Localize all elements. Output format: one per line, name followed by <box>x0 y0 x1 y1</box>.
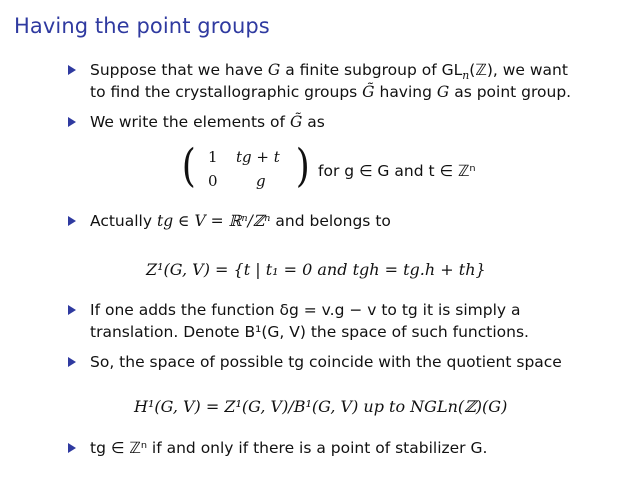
bullet-5-text: So, the space of possible tg coincide with the quotient space <box>90 353 562 371</box>
math-run: tg ∈ V = ℝⁿ/ℤⁿ <box>156 212 271 230</box>
bullet-6-text: tg ∈ ℤⁿ if and only if there is a point of stabilizer G. <box>90 439 488 457</box>
matrix-condition: for g ∈ G and t ∈ ℤⁿ <box>318 162 476 180</box>
slide-title: Having the point groups <box>14 14 270 38</box>
text-run: Actually <box>90 212 157 230</box>
matrix-cell-22: g <box>256 172 266 190</box>
bullet-3-text <box>90 211 391 232</box>
right-paren: ) <box>295 139 310 192</box>
math-run: G̃ <box>362 83 375 101</box>
bullet-triangle-icon <box>68 357 76 367</box>
text-run: a finite subgroup of GL <box>280 61 463 79</box>
matrix-cell-11: 1 <box>208 148 218 166</box>
bullet-triangle-icon <box>68 216 76 226</box>
matrix-cell-21: 0 <box>208 172 218 190</box>
text-run: as <box>302 113 325 131</box>
bullet-triangle-icon <box>68 305 76 315</box>
h1-definition: H¹(G, V) = Z¹(G, V)/B¹(G, V) up to NGLn(ℤ)(G) <box>134 397 508 416</box>
bullet-triangle-icon <box>68 65 76 75</box>
math-run: n <box>462 69 470 83</box>
text-run: as point group. <box>449 83 572 101</box>
text-run: (ℤ), we want <box>469 61 568 79</box>
bullet-4-line-2: translation. Denote B¹(G, V) the space of such functions. <box>90 323 529 341</box>
math-run: G̃ <box>289 113 303 131</box>
text-run: Suppose that we have <box>90 61 268 79</box>
text-run: and belongs to <box>270 212 391 230</box>
matrix-cell-12: tg + t <box>236 148 280 166</box>
math-run: G <box>436 83 450 101</box>
bullet-1-line-2 <box>90 82 571 103</box>
math-run: G <box>267 61 281 79</box>
bullet-triangle-icon <box>68 443 76 453</box>
z1-definition: Z¹(G, V) = {t | t₁ = 0 and tgh = tg.h + th} <box>146 260 486 279</box>
bullet-4-line-1: If one adds the function δg = v.g − v to tg it is simply a <box>90 301 521 319</box>
text-run: We write the elements of <box>90 113 290 131</box>
left-paren: ( <box>181 139 196 192</box>
text-run: to find the crystallographic groups <box>90 83 363 101</box>
bullet-triangle-icon <box>68 117 76 127</box>
bullet-2-text <box>90 112 325 133</box>
text-run: having <box>374 83 437 101</box>
